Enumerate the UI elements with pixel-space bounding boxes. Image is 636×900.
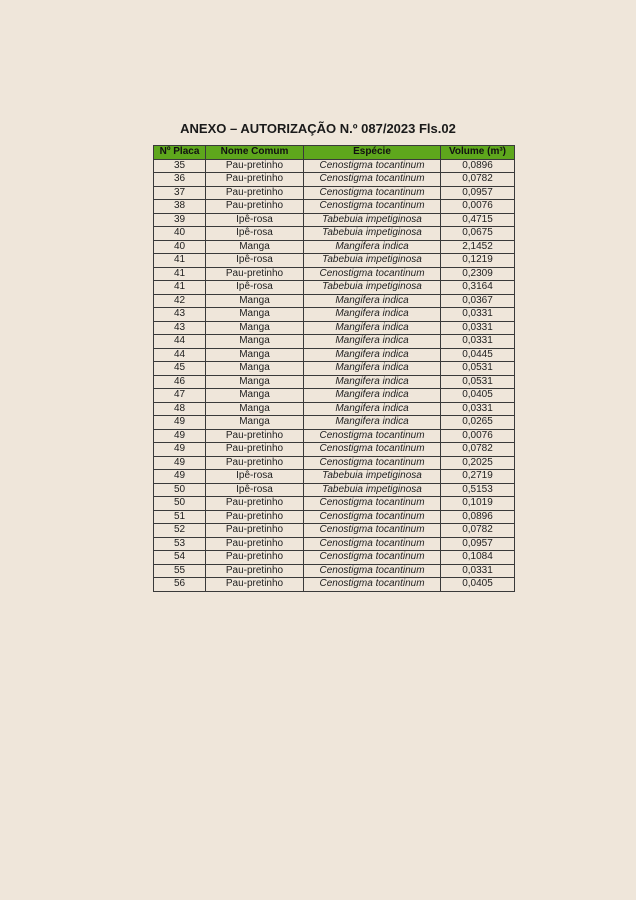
cell-species: Mangifera indica (304, 335, 441, 349)
cell-common-name: Ipê-rosa (206, 281, 304, 295)
cell-species: Mangifera indica (304, 294, 441, 308)
cell-volume: 0,0076 (441, 200, 515, 214)
table-row (154, 375, 515, 389)
cell-volume: 0,3164 (441, 281, 515, 295)
table-row (154, 564, 515, 578)
cell-volume: 0,5153 (441, 483, 515, 497)
cell-species: Cenostigma tocantinum (304, 537, 441, 551)
annex-table (153, 145, 515, 592)
cell-plate-number: 49 (154, 416, 206, 430)
cell-volume: 0,0957 (441, 186, 515, 200)
cell-common-name: Pau-pretinho (206, 173, 304, 187)
cell-plate-number: 45 (154, 362, 206, 376)
cell-species: Mangifera indica (304, 375, 441, 389)
cell-species: Mangifera indica (304, 362, 441, 376)
cell-volume: 0,0331 (441, 402, 515, 416)
cell-species: Tabebuia impetiginosa (304, 227, 441, 241)
table-row (154, 159, 515, 173)
table-row (154, 402, 515, 416)
cell-species: Cenostigma tocantinum (304, 200, 441, 214)
table-row (154, 443, 515, 457)
cell-common-name: Pau-pretinho (206, 524, 304, 538)
cell-common-name: Manga (206, 321, 304, 335)
table-row (154, 335, 515, 349)
cell-common-name: Pau-pretinho (206, 186, 304, 200)
cell-plate-number: 49 (154, 429, 206, 443)
table-row (154, 497, 515, 511)
cell-plate-number: 50 (154, 497, 206, 511)
cell-common-name: Pau-pretinho (206, 159, 304, 173)
cell-volume: 0,0265 (441, 416, 515, 430)
cell-volume: 0,2309 (441, 267, 515, 281)
cell-plate-number: 44 (154, 335, 206, 349)
table-row (154, 200, 515, 214)
cell-volume: 0,1019 (441, 497, 515, 511)
cell-volume: 0,0405 (441, 578, 515, 592)
cell-volume: 0,0367 (441, 294, 515, 308)
table-row (154, 470, 515, 484)
cell-species: Mangifera indica (304, 402, 441, 416)
cell-volume: 0,0331 (441, 564, 515, 578)
cell-species: Mangifera indica (304, 389, 441, 403)
cell-species: Cenostigma tocantinum (304, 186, 441, 200)
cell-plate-number: 38 (154, 200, 206, 214)
cell-common-name: Pau-pretinho (206, 267, 304, 281)
cell-species: Mangifera indica (304, 348, 441, 362)
cell-plate-number: 56 (154, 578, 206, 592)
cell-common-name: Manga (206, 240, 304, 254)
cell-volume: 0,2719 (441, 470, 515, 484)
cell-species: Tabebuia impetiginosa (304, 470, 441, 484)
cell-common-name: Manga (206, 348, 304, 362)
cell-common-name: Pau-pretinho (206, 510, 304, 524)
cell-common-name: Pau-pretinho (206, 551, 304, 565)
cell-plate-number: 50 (154, 483, 206, 497)
cell-species: Tabebuia impetiginosa (304, 483, 441, 497)
cell-plate-number: 51 (154, 510, 206, 524)
cell-common-name: Ipê-rosa (206, 254, 304, 268)
table-row (154, 173, 515, 187)
cell-species: Cenostigma tocantinum (304, 524, 441, 538)
table-row (154, 254, 515, 268)
page-title: ANEXO – AUTORIZAÇÃO N.º 087/2023 Fls.02 (180, 121, 456, 136)
cell-plate-number: 54 (154, 551, 206, 565)
cell-volume: 0,0896 (441, 510, 515, 524)
table-row (154, 429, 515, 443)
cell-volume: 0,0445 (441, 348, 515, 362)
cell-volume: 2,1452 (441, 240, 515, 254)
cell-common-name: Manga (206, 294, 304, 308)
cell-volume: 0,1084 (441, 551, 515, 565)
cell-species: Mangifera indica (304, 321, 441, 335)
table-row (154, 456, 515, 470)
cell-common-name: Pau-pretinho (206, 200, 304, 214)
table-row (154, 416, 515, 430)
cell-species: Tabebuia impetiginosa (304, 213, 441, 227)
cell-species: Cenostigma tocantinum (304, 429, 441, 443)
table-row (154, 510, 515, 524)
cell-species: Cenostigma tocantinum (304, 267, 441, 281)
cell-species: Tabebuia impetiginosa (304, 281, 441, 295)
cell-common-name: Pau-pretinho (206, 537, 304, 551)
cell-species: Cenostigma tocantinum (304, 551, 441, 565)
cell-volume: 0,0331 (441, 321, 515, 335)
cell-volume: 0,0896 (441, 159, 515, 173)
cell-plate-number: 49 (154, 443, 206, 457)
cell-volume: 0,2025 (441, 456, 515, 470)
cell-volume: 0,0782 (441, 524, 515, 538)
header-volume: Volume (m³) (441, 146, 515, 160)
cell-plate-number: 53 (154, 537, 206, 551)
cell-plate-number: 41 (154, 267, 206, 281)
cell-common-name: Ipê-rosa (206, 470, 304, 484)
cell-species: Cenostigma tocantinum (304, 510, 441, 524)
cell-plate-number: 49 (154, 456, 206, 470)
table-row (154, 227, 515, 241)
cell-common-name: Manga (206, 402, 304, 416)
cell-common-name: Pau-pretinho (206, 578, 304, 592)
table-row (154, 389, 515, 403)
header-common-name: Nome Comum (206, 146, 304, 160)
cell-common-name: Manga (206, 308, 304, 322)
cell-plate-number: 43 (154, 308, 206, 322)
table-row (154, 267, 515, 281)
cell-plate-number: 40 (154, 227, 206, 241)
table-header-row (154, 146, 515, 160)
cell-volume: 0,0531 (441, 362, 515, 376)
header-plate-number: Nº Placa (154, 146, 206, 160)
cell-common-name: Manga (206, 375, 304, 389)
cell-species: Mangifera indica (304, 416, 441, 430)
table-row (154, 281, 515, 295)
cell-volume: 0,0957 (441, 537, 515, 551)
cell-common-name: Pau-pretinho (206, 443, 304, 457)
table-row (154, 240, 515, 254)
cell-plate-number: 49 (154, 470, 206, 484)
cell-species: Cenostigma tocantinum (304, 159, 441, 173)
cell-plate-number: 40 (154, 240, 206, 254)
cell-plate-number: 47 (154, 389, 206, 403)
cell-volume: 0,0405 (441, 389, 515, 403)
cell-common-name: Pau-pretinho (206, 564, 304, 578)
cell-volume: 0,0331 (441, 308, 515, 322)
table-row (154, 551, 515, 565)
cell-plate-number: 41 (154, 281, 206, 295)
cell-common-name: Ipê-rosa (206, 227, 304, 241)
cell-species: Mangifera indica (304, 240, 441, 254)
cell-volume: 0,0331 (441, 335, 515, 349)
cell-plate-number: 41 (154, 254, 206, 268)
cell-species: Mangifera indica (304, 308, 441, 322)
cell-volume: 0,0782 (441, 443, 515, 457)
cell-common-name: Pau-pretinho (206, 497, 304, 511)
cell-common-name: Ipê-rosa (206, 213, 304, 227)
table-row (154, 294, 515, 308)
cell-common-name: Ipê-rosa (206, 483, 304, 497)
cell-volume: 0,4715 (441, 213, 515, 227)
cell-plate-number: 39 (154, 213, 206, 227)
cell-species: Cenostigma tocantinum (304, 578, 441, 592)
table-row (154, 308, 515, 322)
table-row (154, 186, 515, 200)
table-row (154, 348, 515, 362)
cell-plate-number: 46 (154, 375, 206, 389)
cell-species: Cenostigma tocantinum (304, 497, 441, 511)
table-row (154, 537, 515, 551)
cell-common-name: Manga (206, 362, 304, 376)
table-row (154, 483, 515, 497)
cell-plate-number: 35 (154, 159, 206, 173)
table-row (154, 213, 515, 227)
cell-plate-number: 44 (154, 348, 206, 362)
header-species: Espécie (304, 146, 441, 160)
table-row (154, 321, 515, 335)
cell-plate-number: 36 (154, 173, 206, 187)
cell-plate-number: 55 (154, 564, 206, 578)
cell-species: Cenostigma tocantinum (304, 443, 441, 457)
cell-volume: 0,1219 (441, 254, 515, 268)
cell-common-name: Pau-pretinho (206, 456, 304, 470)
table-row (154, 362, 515, 376)
cell-common-name: Manga (206, 416, 304, 430)
cell-plate-number: 48 (154, 402, 206, 416)
cell-common-name: Pau-pretinho (206, 429, 304, 443)
cell-volume: 0,0076 (441, 429, 515, 443)
cell-plate-number: 37 (154, 186, 206, 200)
cell-common-name: Manga (206, 335, 304, 349)
cell-species: Tabebuia impetiginosa (304, 254, 441, 268)
table-row (154, 524, 515, 538)
cell-species: Cenostigma tocantinum (304, 456, 441, 470)
cell-volume: 0,0675 (441, 227, 515, 241)
cell-species: Cenostigma tocantinum (304, 173, 441, 187)
table-row (154, 578, 515, 592)
cell-plate-number: 52 (154, 524, 206, 538)
cell-plate-number: 43 (154, 321, 206, 335)
cell-plate-number: 42 (154, 294, 206, 308)
cell-common-name: Manga (206, 389, 304, 403)
cell-volume: 0,0782 (441, 173, 515, 187)
cell-species: Cenostigma tocantinum (304, 564, 441, 578)
table-body (154, 159, 515, 591)
cell-volume: 0,0531 (441, 375, 515, 389)
